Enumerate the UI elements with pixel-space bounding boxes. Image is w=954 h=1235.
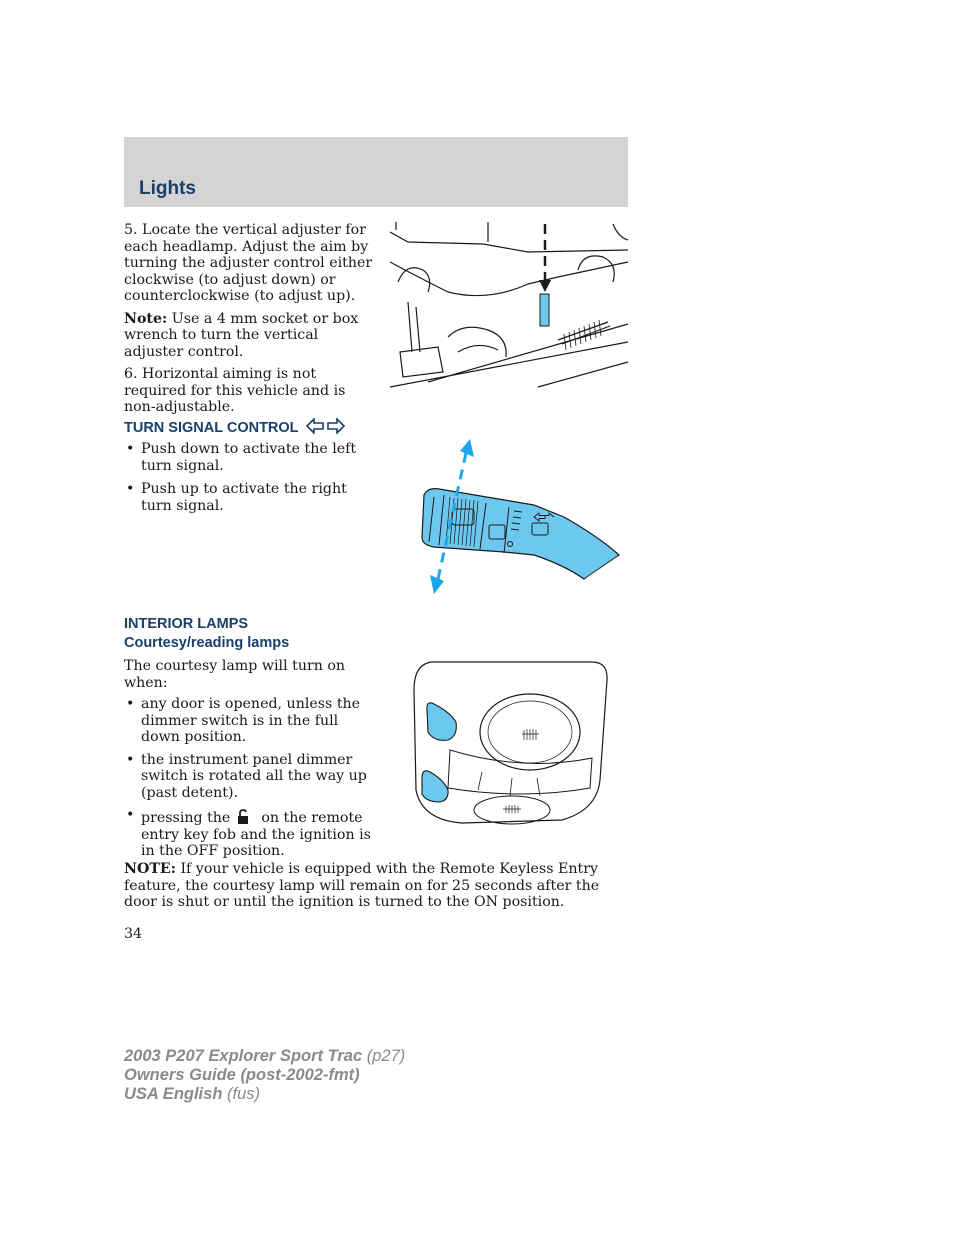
footer-guide: Owners Guide (post-2002-fmt) <box>124 1066 360 1084</box>
courtesy-lamp-illustration <box>412 660 610 828</box>
page-number: 34 <box>124 926 143 942</box>
interior-lamps-heading: INTERIOR LAMPS <box>124 616 249 632</box>
footer-language: USA English <box>124 1085 223 1103</box>
list-item <box>124 807 379 860</box>
list-item: • Push down to activate the left turn signal. <box>124 441 379 474</box>
courtesy-lamps-subheading: Courtesy/reading lamps <box>124 635 290 651</box>
section-header-band <box>124 137 628 207</box>
note-text: If your vehicle is equipped with the Remote Keyless Entry feature, the courtesy lamp will remain on for 25 seconds after the door is shut or until the ignition is turned to the ON position. <box>124 861 600 910</box>
note-label: NOTE: <box>124 861 176 877</box>
list-item: • any door is opened, unless the dimmer switch is in the full down position. <box>124 696 379 746</box>
section-title: Lights <box>139 178 196 199</box>
footer-line-2 <box>124 1066 360 1085</box>
turn-signal-arrows-icon <box>306 418 346 434</box>
list-item: • the instrument panel dimmer switch is rotated all the way up (past detent). <box>124 752 379 802</box>
turn-signal-heading <box>124 416 346 436</box>
courtesy-intro: The courtesy lamp will turn on when: <box>124 658 346 691</box>
footer-model-code: (p27) <box>366 1047 406 1065</box>
footer-line-1 <box>124 1047 405 1066</box>
unlock-icon <box>237 809 249 824</box>
turn-signal-heading-text: TURN SIGNAL CONTROL <box>124 420 299 436</box>
note-text: Use a 4 mm socket or box wrench to turn the vertical adjuster control. <box>124 310 359 360</box>
keyless-entry-note <box>124 861 629 911</box>
step-6-text: 6. Horizontal aiming is not required for this vehicle and is non-adjustable. <box>124 366 346 415</box>
list-item: • Push up to activate the right turn signal. <box>124 481 379 514</box>
footer-model: 2003 P207 Explorer Sport Trac <box>124 1047 363 1065</box>
adjuster-note <box>124 311 376 361</box>
turn-signal-stalk-illustration <box>414 437 624 597</box>
interior-lamps-text <box>124 658 379 860</box>
headlamp-adjuster-illustration <box>388 222 630 390</box>
bullet-3-before: pressing the <box>141 810 231 826</box>
headlamp-instructions <box>124 222 376 416</box>
footer-line-3 <box>124 1085 260 1104</box>
note-label: Note: <box>124 310 168 327</box>
footer-language-code: (fus) <box>227 1085 260 1103</box>
turn-signal-bullets <box>124 441 379 514</box>
step-5-text: 5. Locate the vertical adjuster for each headlamp. Adjust the aim by turning the adjuster control either clockwise (to adjust down) or counterclockwise (to adjust up). <box>124 222 373 304</box>
bullet-3-after: on the remote entry key fob and the ignition is in the OFF position. <box>141 810 371 859</box>
